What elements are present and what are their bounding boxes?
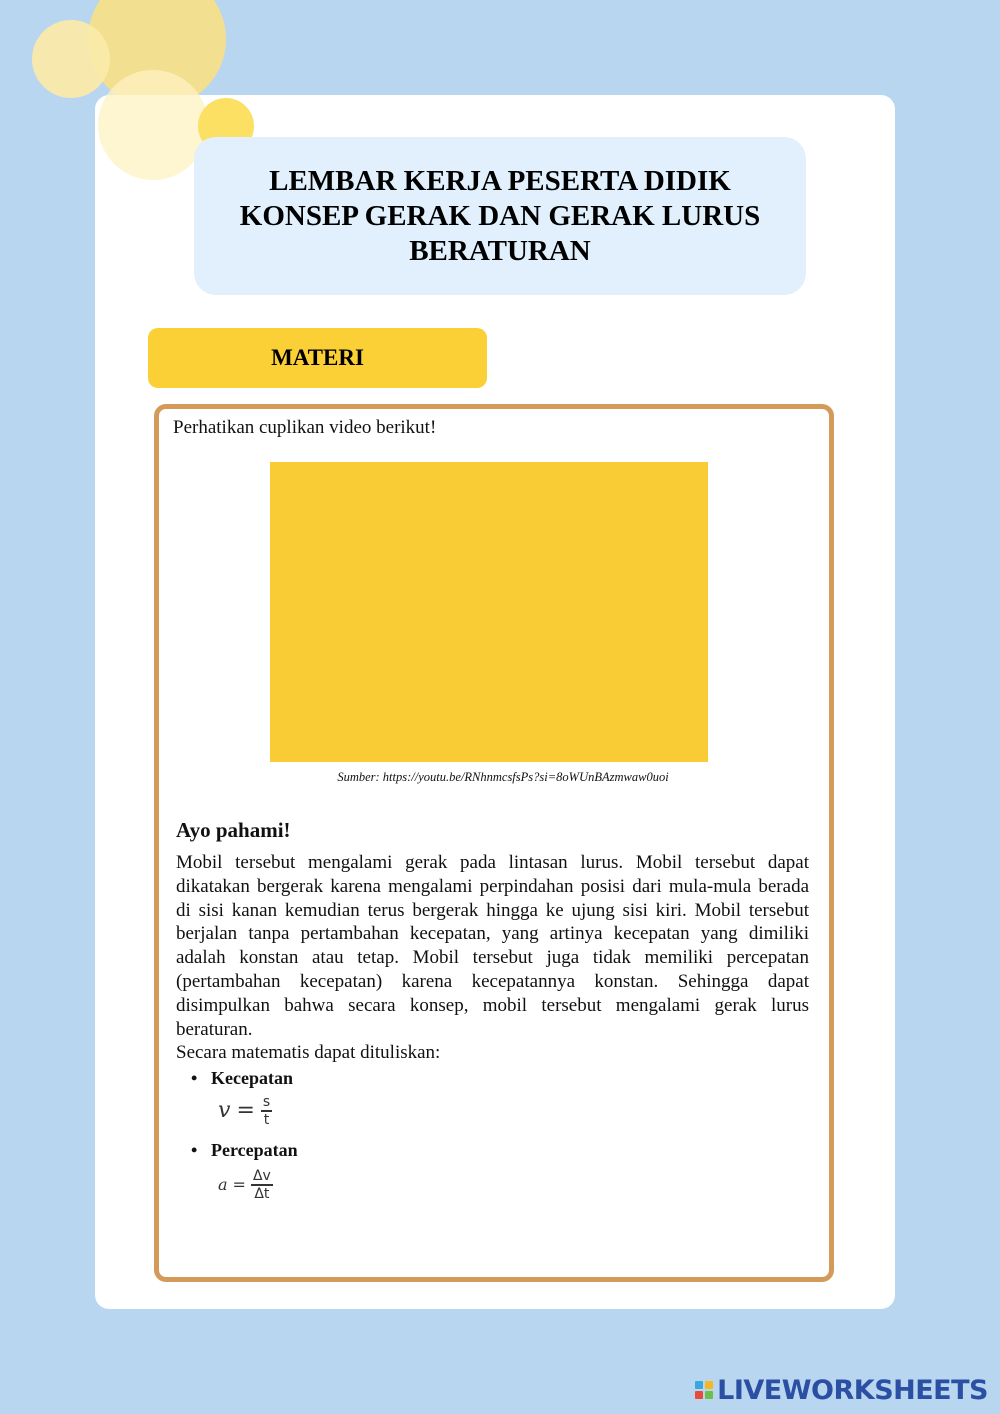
formula-equals: = bbox=[236, 1098, 255, 1124]
explanation-paragraph: Mobil tersebut mengalami gerak pada lintasan lurus. Mobil tersebut dapat dikatakan bergerak karena mengalami perpindahan posisi dari mula-mula berada di sisi kanan kemudian terus bergerak hingga ke ujung sisi kiri. Mobil tersebut berjalan tanpa pertambahan kecepatan, yang artinya kecepatan yang dimiliki adalah konstan atau tetap. Mobil tersebut juga tidak memiliki percepatan (pertambahan kecepatan) karena kecepatannya konstan. Sehingga dapat disimpulkan bahwa secara konsep, mobil tersebut mengalami gerak lurus beraturan. bbox=[176, 852, 809, 1040]
intro-text: Perhatikan cuplikan video berikut! bbox=[173, 417, 437, 438]
title-line-3: BERATURAN bbox=[409, 234, 591, 267]
bullet-dot: • bbox=[191, 1068, 198, 1088]
formula-lhs: a bbox=[218, 1175, 228, 1195]
title-box bbox=[194, 137, 806, 295]
formula-denominator: Δt bbox=[254, 1185, 270, 1202]
formula-fraction bbox=[251, 1168, 273, 1202]
list-item-percepatan bbox=[191, 1140, 298, 1161]
formula-acceleration bbox=[218, 1168, 273, 1202]
bullet-dot: • bbox=[191, 1140, 198, 1160]
liveworksheets-logo[interactable] bbox=[695, 1374, 988, 1406]
bullet-label: Kecepatan bbox=[211, 1068, 293, 1088]
section-tab-materi: MATERI bbox=[148, 328, 487, 388]
title-line-1: LEMBAR KERJA PESERTA DIDIK bbox=[269, 164, 731, 197]
decor-circle-pale bbox=[98, 70, 208, 180]
logo-text: LIVEWORKSHEETS bbox=[717, 1374, 988, 1406]
formula-lead-text: Secara matematis dapat dituliskan: bbox=[176, 1042, 441, 1063]
list-item-kecepatan bbox=[191, 1068, 293, 1089]
formula-equals: = bbox=[232, 1175, 246, 1195]
title-line-2: KONSEP GERAK DAN GERAK LURUS bbox=[239, 199, 761, 232]
video-source-caption: Sumber: https://youtu.be/RNhnmcsfsPs?si=8oWUnBAzmwaw0uoi bbox=[337, 770, 669, 784]
formula-denominator: t bbox=[263, 1111, 270, 1128]
section-heading: Ayo pahami! bbox=[176, 818, 291, 842]
formula-fraction bbox=[261, 1094, 272, 1128]
formula-velocity bbox=[218, 1094, 272, 1128]
decor-circle-left bbox=[32, 20, 110, 98]
video-player[interactable] bbox=[270, 462, 708, 762]
bullet-label: Percepatan bbox=[211, 1140, 298, 1160]
formula-numerator: Δv bbox=[252, 1168, 271, 1184]
formula-lhs: v bbox=[218, 1098, 231, 1124]
liveworksheets-logo-icon bbox=[695, 1381, 713, 1399]
formula-numerator: s bbox=[262, 1094, 271, 1110]
